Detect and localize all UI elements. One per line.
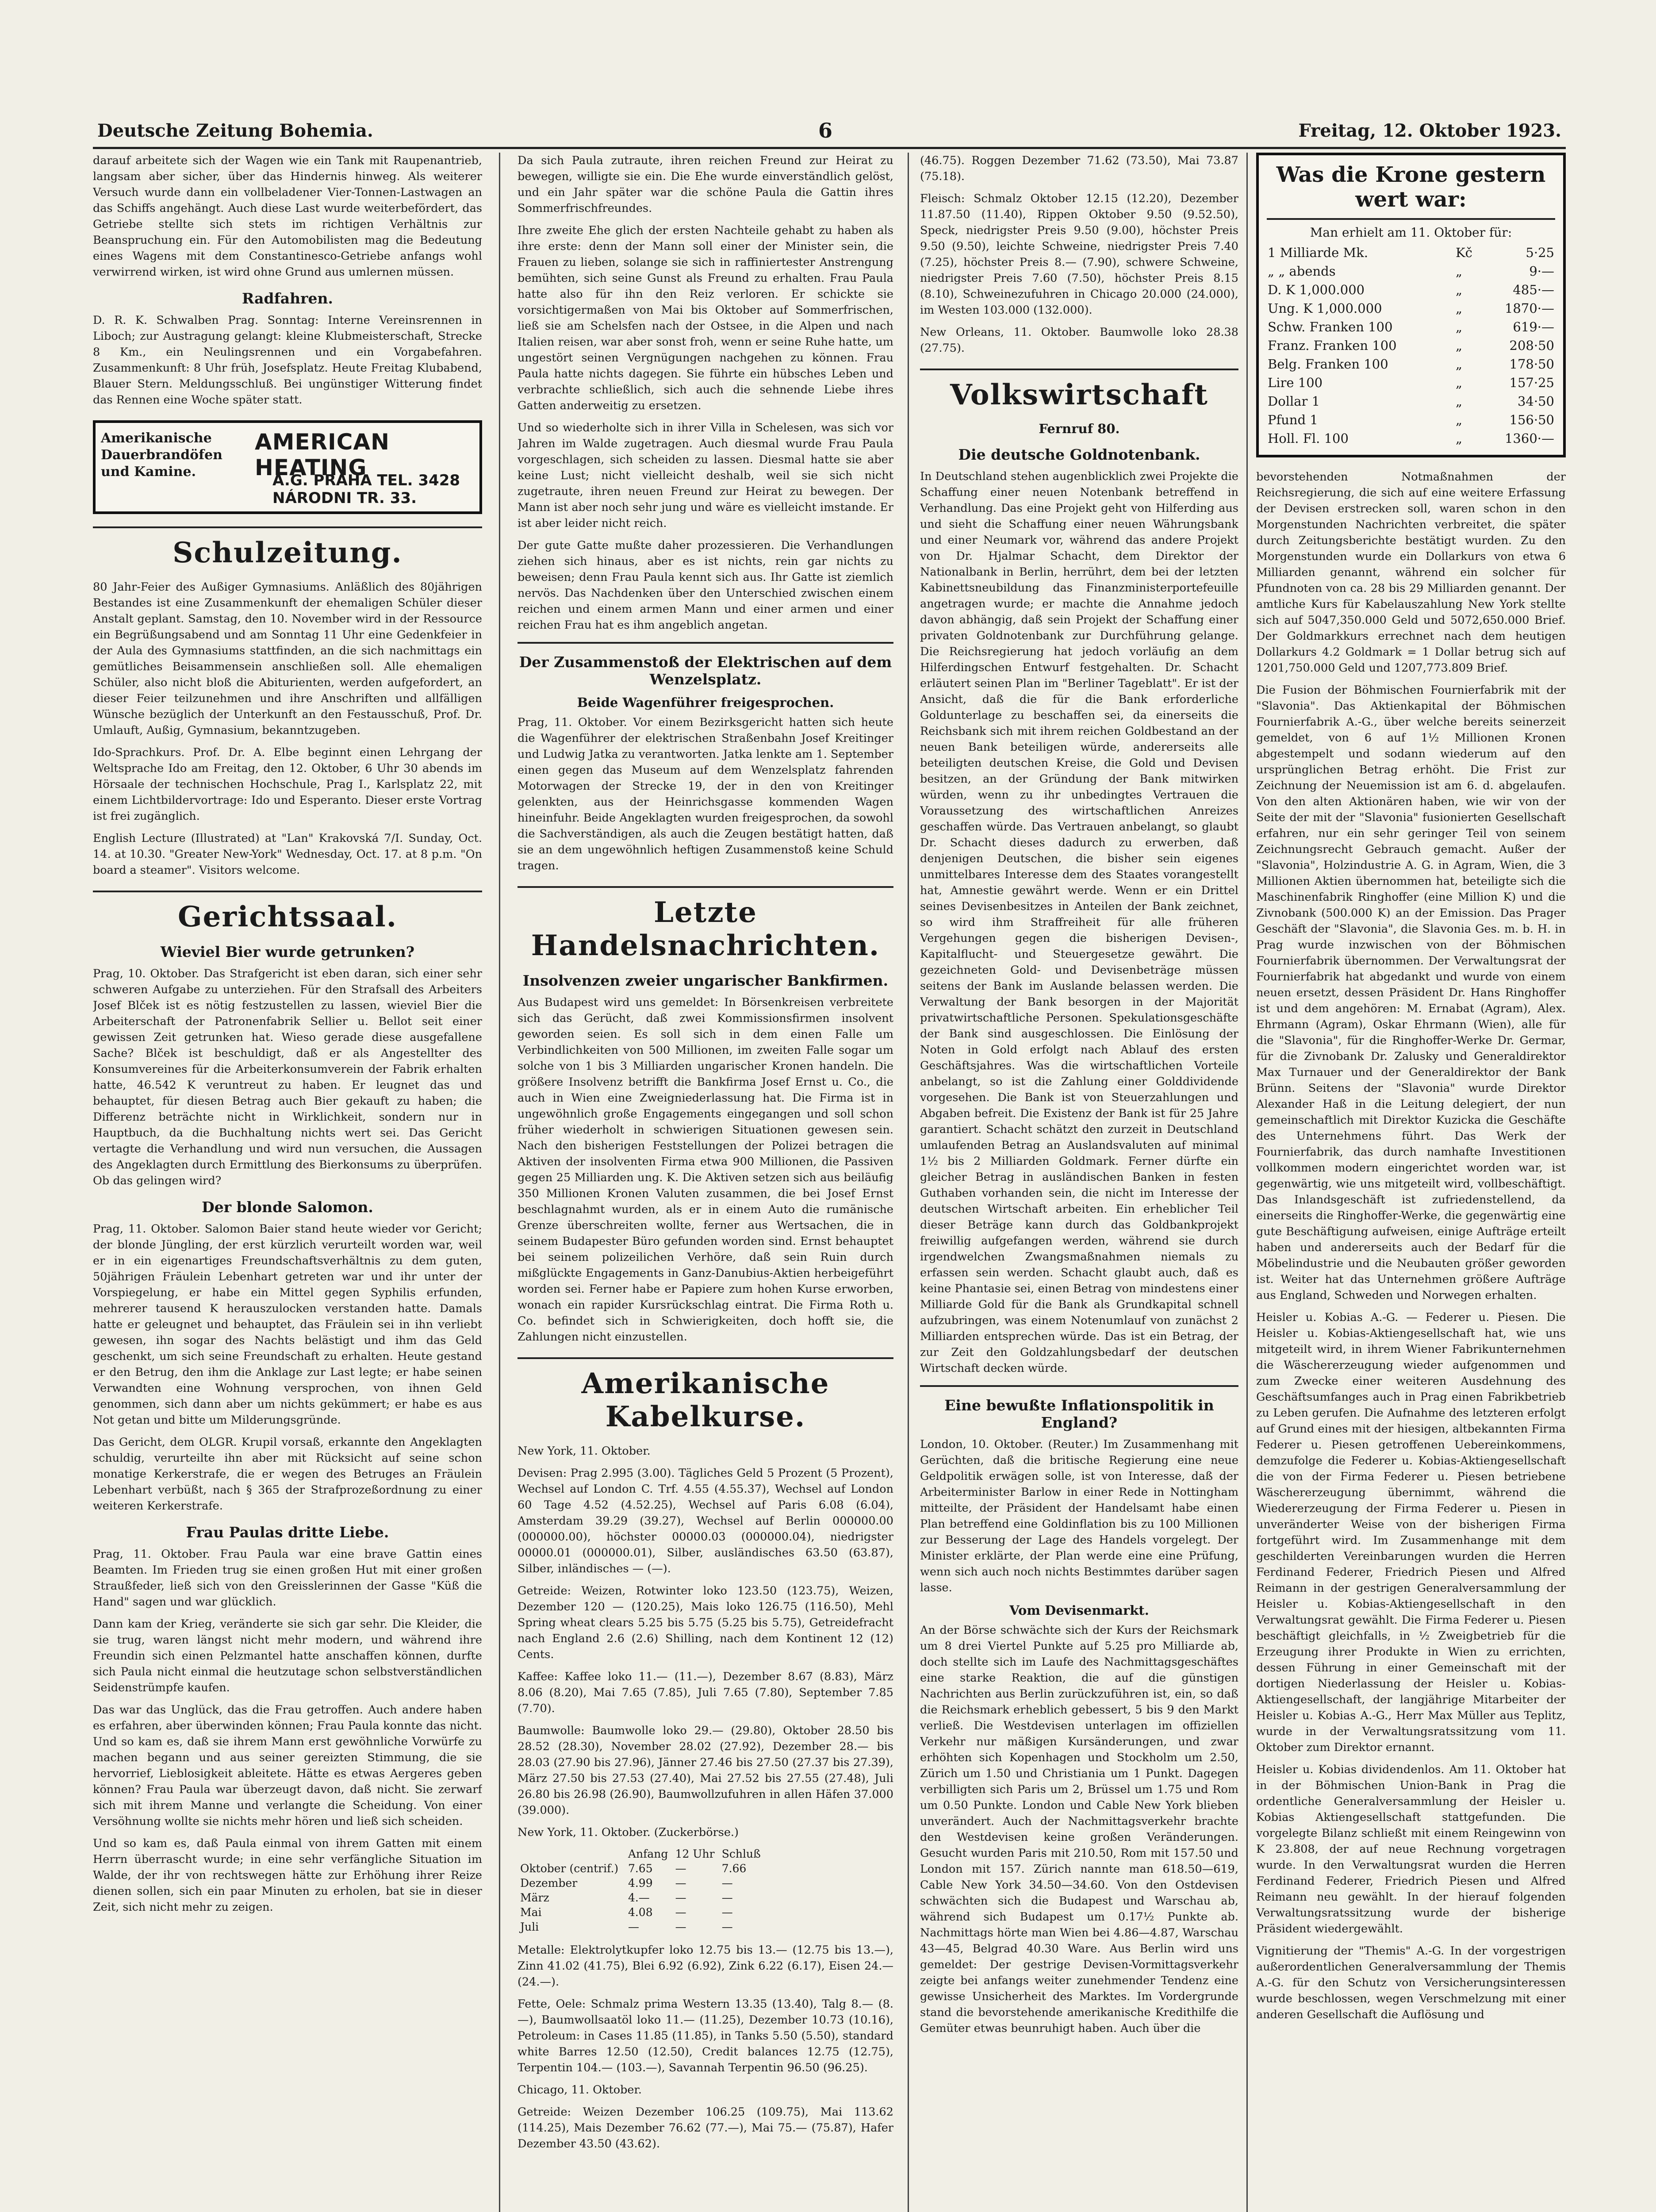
table-row	[518, 1861, 765, 1876]
table-cell: —	[721, 1891, 733, 1904]
dateline: Chicago, 11. Oktober.	[518, 2083, 642, 2097]
exchange-rate-box	[1256, 153, 1566, 457]
article-text: New Orleans, 11. Oktober. Baumwolle loko 28.38 (27.75).	[920, 326, 1238, 355]
article-text: Getreide: Weizen, Rotwinter loko 123.50 (123.75), Weizen, Dezember 120 — (120.25), Mais loko 126.75 (116.50), Mehl Spring wheat clears 5.25 bis 5.75 (5.25 bis 5.75), Getreidefracht nach England 2.6 (2.6) Shilling, nach dem Kontinent 12 (12) Cents.	[518, 1584, 893, 1661]
table-header	[518, 1847, 625, 1861]
table-row	[518, 1890, 765, 1905]
article-heading: Die deutsche Goldnotenbank.	[958, 446, 1200, 463]
article-heading: Insolvenzen zweier ungarischer Bankfirmen.	[522, 972, 889, 989]
table-cell: —	[675, 1877, 686, 1889]
article-text: darauf arbeitete sich der Wagen wie ein Tank mit Raupenantrieb, langsam aber sicher, über das Hindernis hinweg. Als weiterer Versuch wurde dann ein vollbeladener Vier-Tonnen-Lastwagen an das Schiffs angehängt. Auch diese Last wurde weiterbefördert, das Getriebe stellte sich stets im richtigen Verhältnis zur Beanspruchung ein. Für den Automobilisten mag die Bedeutung eines Wagens mit dem Constantinesco-Getriebe anfangs wohl verwirrend wirken, ist wird ohne Grund aus umlernen müssen.	[93, 154, 482, 279]
article-text: (46.75). Roggen Dezember 71.62 (73.50), Mai 73.87 (75.18).	[920, 154, 1238, 183]
article-text: Das Gericht, dem OLGR. Krupil vorsaß, erkannte den Angeklagten schuldig, verurteilte ihn aber mit Rücksicht auf seine schon monatige Kerkerstrafe, die er wegen des Betruges an Fräulein Lebenhart verbüßt, nach § 365 der Strafprozeßordnung zu einer weiteren Kerkerstrafe.	[93, 1436, 482, 1513]
rate-label: „ „ abends	[1268, 264, 1336, 279]
date-line: Freitag, 12. Oktober 1923.	[1298, 120, 1561, 141]
rate-unit: „	[1455, 412, 1462, 427]
rate-value: 619·—	[1513, 319, 1554, 334]
table-cell: —	[721, 1920, 733, 1933]
article-text: Prag, 10. Oktober. Das Strafgericht ist eben daran, sich einer sehr schweren Aufgabe zu unterziehen. Für den Strafsall des Arbeiters Josef Blček ist es nötig festzustellen zu lassen, wieviel Bier die Arbeiterschaft der Patronenfabrik Sellier u. Bellot seit einer gewissen Zeit getrunken hat. Wieso gerade diese ausgefallene Sache? Blček ist beschuldigt, daß er als Angestellter des Konsumvereines für die Arbeiterkonsumverein der Fabrik erhalten hatte, 46.542 K veruntreut zu haben. Er leugnet das und behauptet, für diesen Betrag auch Bier gekauft zu haben; die Differenz beträchte nicht in Wirklichkeit, sondern nur in Hauptbuch, da die Buchhaltung nichts wert sei. Das Gericht vertagte die Verhandlung und wird nun versuchen, die Aussagen des Angeklagten durch Ermittlung des Bierkonsums zu überprüfen. Ob das gelingen wird?	[93, 967, 482, 1187]
page-header	[93, 116, 1566, 149]
article-text: Ihre zweite Ehe glich der ersten Nachteile gehabt zu haben als ihre erste: denn der Mann soll einer der Minister sein, die Frauen zu lieben, solange sie sich in raffiniertester Anstrengung bemühten, sich seine Gunst als Freund zu erhalten. Frau Paula hatte also für ihn den Reiz verloren. Er schickte sie vorsichtigermaßen von Mai bis Oktober auf Sommerfrischen, ließ sie am Schelsfen nach der Ostsee, in die Alpen und nach Italien reisen, war aber sonst froh, wenn er seine Ruhe hatte, um ungestört seinen Vergnügungen nachgehen zu können. Frau Paula hatte nichts dagegen. Sie führte ein hübsches Leben und verbrachte schließlich, sich auch die sehnende Liebe ihres Gatten anderweitig zu ersetzen.	[518, 224, 893, 412]
rate-label: Lire 100	[1268, 375, 1323, 390]
box-subtitle: Man erhielt am 11. Oktober für:	[1310, 225, 1512, 240]
column-2	[518, 153, 893, 2212]
article-text: Und so kam es, daß Paula einmal von ihrem Gatten mit einem Herrn überrascht wurde; in eine sehr verfängliche Situation im Walde, der ihr von rechtswegen hätte zur Erhöhung ihrer Reize dienen sollen, sich ein paar Minuten zu erholen, bat sie in dieser Zeit, sich nicht mehr zu zeigen.	[93, 1837, 482, 1914]
rate-label: 1 Milliarde Mk.	[1268, 245, 1368, 260]
rate-value: 156·50	[1509, 412, 1554, 427]
table-cell: —	[675, 1862, 686, 1875]
article-text: An der Börse schwächte sich der Kurs der Reichsmark um 8 drei Viertel Punkte auf 5.25 pro Milliarde ab, doch stellte sich im Laufe des Nachmittagsgeschäftes eine starke Reaktion, die auf die günstigen Nachrichten aus Berlin zurückzuführen ist, ein, so daß die Reichsmark erheblich gebessert, 5 bis 9 den Markt verließ. Die Westdevisen unterlagen im offiziellen Verkehr nur mäßigen Kursänderungen, und zwar erhöhten sich Kopenhagen und Stockholm um 2.50, Zürich um 1.50 und Christiania um 1 Punkt. Dagegen verbilligten sich Paris um 2, Brüssel um 1.75 und Rom um 0.50 Punkte. London und Cable New York blieben unverändert. Auch der Nachmittagsverkehr brachte den Westdevisen keine großen Veränderungen. Gesucht wurden Paris mit 210.50, Rom mit 157.50 und London mit 157. Zürich nannte man 618.50—619, Cable New York 34.50—34.60. Von den Ostdevisen schwächten sich die Budapest und Warschau ab, während sich Budapest um 0.17½ Punkte ab. Nachmittags hörte man Wien bei 4.86—4.87, Warschau 43—45, Belgrad 40.30 Ware. Aus Berlin wird uns gemeldet: Der gestrige Devisen-Vormittagsverkehr zeigte bei anfangs weiter zunehmender Tendenz eine gewisse Unsicherheit des Marktes. Im Vordergrunde stand die bevorstehende amerikanische Kredithilfe die Gemüter etwas beunruhigt haben. Auch über die	[920, 1624, 1238, 2035]
section-title: Schulzeitung.	[93, 526, 482, 569]
table-cell: Oktober (centrif.)	[520, 1862, 619, 1875]
column-rule	[499, 153, 500, 2212]
article-text: Prag, 11. Oktober. Salomon Baier stand heute wieder vor Gericht; der blonde Jüngling, der erst kürzlich verurteilt worden war, weil er in ein eigenartiges Freundschaftsverhältnis zu dem guten, 50jährigen Fräulein Lebenhart getreten war und ihr unter der Vorspiegelung, er habe ein Mittel gegen Syphilis erfunden, mehrerer tausend K herauszulocken verstanden hatte. Damals hatte er geleugnet und behauptet, das Fräulein sei in ihn verliebt gewesen, ihn sogar des Nachts belästigt und ihm das Geld geschenkt, um sich seine Freundschaft zu erhalten. Heute gestand er den Betrug, den ihm die Anklage zur Last legte; er habe seinen Verwandten eine Wohnung versprochen, von ihnen Geld genommen, sich dann aber um nichts gekümmert; er habe es aus Not getan und bitte um Milderungsgründe.	[93, 1222, 482, 1427]
column-3	[920, 153, 1238, 2212]
table-row	[1267, 280, 1555, 299]
rate-label: D. K 1,000.000	[1268, 282, 1365, 297]
table-cell: Juli	[520, 1920, 539, 1933]
table-row	[518, 1905, 765, 1920]
rate-label: Franz. Franken 100	[1268, 338, 1397, 353]
rate-unit: „	[1455, 319, 1462, 334]
table-header: Anfang	[628, 1847, 668, 1860]
section-title: Volkswirtschaft	[920, 369, 1238, 411]
rate-value: 485·—	[1513, 282, 1554, 297]
article-text: Ido-Sprachkurs. Prof. Dr. A. Elbe beginnt einen Lehrgang der Weltsprache Ido am Freitag, den 12. Oktober, 6 Uhr 30 abends im Hörsaale der technischen Hochschule, Prag I., Karlsplatz 22, mit einem Lichtbildervortrage: Ido und Esperanto. Dieser erste Vortrag ist frei zugänglich.	[93, 746, 482, 823]
table-row	[1267, 299, 1555, 318]
article-text: Baumwolle: Baumwolle loko 29.— (29.80), Oktober 28.50 bis 28.52 (28.30), November 28.02 (27.92), Dezember 28.— bis 28.03 (27.90 bis 27.96), Jänner 27.46 bis 27.50 (27.37 bis 27.39), März 27.50 bis 27.53 (27.40), Mai 27.52 bis 27.55 (27.48), Juli 26.80 bis 26.98 (26.90), Baumwollzufuhren in allen Häfen 37.000 (39.000).	[518, 1724, 893, 1817]
table-cell: Dezember	[520, 1877, 578, 1889]
rate-unit: „	[1455, 375, 1462, 390]
article-text: Die Fusion der Böhmischen Fournierfabrik mit der "Slavonia". Das Aktienkapital der Böhmischen Fournierfabrik A.-G., über welche bereits seinerzeit gemeldet, von 6 auf 1½ Millionen Kronen abgestempelt und sodann wiederum auf den ursprünglichen Betrag erhöht. Die Frist zur Zeichnung der Neuemission ist am 6. d. abgelaufen. Von den alten Aktionären haben, wie wir von der Seite der mit der "Slavonia" fusionierten Gesellschaft erfahren, nur ein sehr geringer Teil von seinem Zeichnungsrecht Gebrauch gemacht. Außer der "Slavonia", Holzindustrie A. G. in Agram, Wien, die 3 Millionen Aktien übernommen hat, beteiligte sich die Maschinenfabrik Ringhoffer (eine Million K) und die Zivnobank (500.000 K) an der Emission. Das Prager Geschäft der "Slavonia", die Slavonia Ges. m. b. H. in Prag wurde inzwischen von der Böhmischen Fournierfabrik übernommen. Der Verwaltungsrat der Fournierfabrik hat abgedankt und wurde von einem neuen ersetzt, dessen Präsident Dr. Hans Ringhoffer ist und dem angehören: M. Ernabat (Agram), Alex. Ehrmann (Agram), Oskar Ehrmann (Wien), alle für die "Slavonia", für die Ringhoffer-Werke Dr. Germar, für die Zivnobank Dr. Zalusky und Generaldirektor Max Turnauer und der Generaldirektor der Bank Brünn. Seitens der "Slavonia" wurde Direktor Alexander Haß in die Leitung delegiert, der nun gemeinschaftlich mit Direktor Kuzicka die Geschäfte des Unternehmens führt. Das Werk der Fournierfabrik, das durch namhafte Investitionen vollkommen modern eingerichtet worden war, ist gegenwärtig, wie uns mitgeteilt wird, vollbeschäftigt. Das Inlandsgeschäft ist zufriedenstellend, da einerseits die Ringhoffer-Werke, die gegenwärtig eine gute Beschäftigung aufweisen, einige Aufträge erteilt haben und andererseits auch der Bedarf für die Möbelindustrie und die Neubauten größer geworden ist. Weiter hat das Unternehmen größere Aufträge aus England, Schweden und Norwegen erhalten.	[1256, 684, 1566, 1302]
table-row	[1267, 429, 1555, 448]
article-text: In Deutschland stehen augenblicklich zwei Projekte die Schaffung einer neuen Notenbank betreffend in Verhandlung. Das eine Projekt geht von Hilferding aus und sieht die Schaffung einer neuen Währungsbank und einer Neumark vor, während das andere Projekt von Dr. Hjalmar Schacht, dem Direktor der Nationalbank in Berlin, herrührt, dem bei der letzten Kabinettsneubildung das Finanzministerportefeuille angetragen wurde; er machte die Annahme jedoch davon abhängig, daß sein Projekt der Schaffung einer privaten Goldnotenbank zur Durchführung gelange. Die Reichsregierung hat jedoch vorläufig an dem Hilferdingschen Entwurf festgehalten. Dr. Schacht erläutert seinen Plan im "Berliner Tageblatt". Er ist der Ansicht, daß die für die Bank erforderliche Goldunterlage zu beschaffen sei, da einerseits die Reichsbank sich mit ihrem reichen Goldbestand an der neuen Bank beteiligen würde, andererseits alle beteiligten deutschen Kreise, die Gold und Devisen besitzen, an der Gründung der Bank mitwirken würden, wenn zu ihr unbedingtes Vertrauen die Voraussetzung des wirtschaftlichen Anreizes geschaffen würde. Das Vertrauen anbelangt, so glaubt Dr. Schacht dieses dadurch zu erwerben, daß denjenigen Deutschen, die bisher sein eigenes unmittelbares Interesse dem des Staates vorangestellt hat, Amnestie gewährt werde. Wenn er ein Drittel seines Devisenbesitzes in Anteilen der Bank zeichnet, so wird ihm Straffreiheit für alle früheren Vergehungen gegen die bisherigen Devisen-, Kapitalflucht- und Steuergesetze gewährt. Die gezeichneten Gold- und Devisenbeträge müssen seitens der Bank im Auslande belassen werden. Die Verwaltung der Bank besorgen in der Majorität privatwirtschaftliche Personen. Spekulationsgeschäfte der Bank sind ausgeschlossen. Die Einlösung der Noten in Gold erfolgt nach Ablauf des ersten Geschäftsjahres. Was die wirtschaftlichen Vorteile anbelangt, so ist die Zahlung einer Golddividende vorgesehen. Die Bank ist von Steuerzahlungen und Abgaben befreit. Die Existenz der Bank ist für 25 Jahre garantiert. Schacht schätzt den zurzeit in Deutschland umlaufenden Betrag an Auslandsvaluten auf minimal 1½ bis 2 Milliarden Goldmark. Ferner dürfte ein gleicher Betrag in ausländischen Banken in festen Guthaben vorhanden sein, die nicht im Interesse der deutschen Wirtschaft arbeiten. Ein erheblicher Teil dieser Beträge kann durch das Goldbankprojekt freiwillig aufgefangen werden, während sie durch irgendwelchen Zwangsmaßnahmen niemals zu erfassen sein werden. Schacht glaubt auch, daß es keine Phantasie sei, einen Betrag von mindestens einer Milliarde Gold für die Bank als Grundkapital schnell aufzubringen, was einem Notenumlauf von zunächst 2 Milliarden entsprechen würde. Das ist ein Betrag, der zur Zeit den Goldzahlungsbedarf der deutschen Wirtschaft decken würde.	[920, 470, 1238, 1375]
rate-unit: Kč	[1455, 245, 1472, 260]
article-text: Fette, Oele: Schmalz prima Western 13.35 (13.40), Talg 8.— (8.—), Baumwollsaatöl loko 11.— (11.25), Dezember 10.73 (10.16), Petroleum: in Cases 11.85 (11.85), in Tanks 5.50 (5.50), standard white Barres 12.50 (12.50), Credit balances 12.75 (12.75), Terpentin 104.— (103.—), Savannah Terpentin 96.50 (96.25).	[518, 1997, 893, 2074]
article-heading: Der Zusammenstoß der Elektrischen auf dem Wenzelsplatz.	[519, 653, 892, 688]
page-number: 6	[818, 119, 833, 142]
table-row	[1267, 243, 1555, 262]
article-text: Vignitierung der "Themis" A.-G. In der vorgestrigen außerordentlichen Generalversammlung der Themis A.-G. für den Schutz von Versicherungsinteressen wurde beschlossen, wegen Verschmelzung mit einer anderen Gesellschaft die Auflösung und	[1256, 1944, 1566, 2021]
rate-value: 5·25	[1526, 245, 1554, 260]
rate-value: 9·—	[1529, 264, 1554, 279]
article-text: Heisler u. Kobias A.-G. — Federer u. Piesen. Die Heisler u. Kobias-Aktiengesellschaft hat, wie uns mitgeteilt wird, in ihrem Wiener Fabrikunternehmen die Wäschererzeugung wieder aufgenommen und zum Zwecke einer weiteren Ausdehnung des Geschäftsumfanges auch in Prag einen Fabrikbetrieb zu Leben gerufen. Die Aufnahme des letzteren erfolgt auf Grund eines mit der hiesigen, altbekannten Firma Federer u. Piesen getroffenen Uebereinkommens, demzufolge die Federer u. Kobias-Aktiengesellschaft die von der Firma Federer u. Piesen betriebene Wäschererzeugung übernimmt, während die Wiedererzeugung der Firma Federer u. Piesen in unveränderter Weise von der bisherigen Firma fortgeführt wird. Im Zusammenhange mit dem geschilderten Vereinbarungen wurden die Herren Ferdinand Federer, Friedrich Piesen und Alfred Reimann in der gestrigen Generalversammlung der Heisler u. Kobias-Aktiengesellschaft in den Verwaltungsrat gewählt. Die Firma Federer u. Piesen beschäftigt gleichfalls, in ½ Zweigbetrieb für die Erzeugung ihrer Produkte in Wien zu errichten, dessen Führung in einer Gemeinschaft mit der dortigen Niederlassung der Heisler u. Kobias-Aktiengesellschaft, der langjährige Mitarbeiter der Heisler u. Kobias A.-G., Herr Max Müller aus Teplitz, wurde in der Verwaltungsratssitzung vom 11. Oktober zum Direktor ernannt.	[1256, 1311, 1566, 1754]
section-heading: Radfahren.	[242, 290, 334, 307]
table-cell: —	[721, 1877, 733, 1889]
dateline: New York, 11. Oktober.	[518, 1444, 651, 1458]
article-text: Prag, 11. Oktober. Vor einem Bezirksgericht hatten sich heute die Wagenführer der elektrischen Straßenbahn Josef Kreitinger und Ludwig Jatka zu verantworten. Jatka lenkte am 1. September einen gegen das Museum auf dem Wenzelsplatz fahrenden Motorwagen der Strecke 19, der in den von Kreitinger gelenkten, aus der Heinrichsgasse kommenden Wagen hineinfuhr. Beide Angeklagten wurden freigesprochen, da sowohl die Sachverständigen, als auch die Zeugen bestätigt hatten, daß sie an dem ungewöhnlich heftigen Zusammenstoß keine Schuld tragen.	[518, 716, 893, 872]
rate-value: 157·25	[1509, 375, 1554, 390]
rate-label: Belg. Franken 100	[1268, 357, 1388, 372]
ad-address-line: NÁRODNI TR. 33.	[272, 489, 417, 507]
article-text: Fleisch: Schmalz Oktober 12.15 (12.20), Dezember 11.87.50 (11.40), Rippen Oktober 9.50 (9.52.50), Speck, niedrigster Preis 9.50 (9.00), höchster Preis 9.50 (9.50), leichte Schweine, niedrigster Preis 7.40 (7.25), höchster Preis 8.— (7.90), schwere Schweine, niedrigster Preis 7.60 (7.50), höchster Preis 8.15 (8.10), Schweinezufuhren in Chicago 20.000 (24.000), im Westen 103.000 (132.000).	[920, 192, 1238, 317]
article-text: D. R. K. Schwalben Prag. Sonntag: Interne Vereinsrennen in Liboch; zur Austragung gelangt: kleine Klubmeisterschaft, Strecke 8 Km., ein Neulingsrennen und ein Vorgabefahren. Zusammenkunft: 8 Uhr früh, Josefsplatz. Heute Freitag Klubabend, Blauer Stern. Meldungsschluß. Bei ungünstiger Witterung findet das Rennen eine Woche später statt.	[93, 314, 482, 407]
section-subtitle: Fernruf 80.	[1039, 421, 1120, 436]
rate-unit: „	[1455, 431, 1462, 446]
article-text: Devisen: Prag 2.995 (3.00). Tägliches Geld 5 Prozent (5 Prozent), Wechsel auf London C. Trf. 4.55 (4.55.37), Wechsel auf London 60 Tage 4.52 (4.52.25), Wechsel auf Paris 6.08 (6.04), Amsterdam 39.29 (39.27), Wechsel auf Berlin 000000.00 (000000.00), höchster 00000.03 (000000.04), niedrigster 00000.01 (000000.01), Silber, ausländisches 63.50 (63.87), Silber, inländisches — (—).	[518, 1467, 893, 1575]
article-text: Prag, 11. Oktober. Frau Paula war eine brave Gattin eines Beamten. Im Frieden trug sie einen großen Hut mit einer großen Straußfeder, ließ sich von den Greisslerinnen der Gasse "Küß die Hand" sagen und war glücklich.	[93, 1548, 482, 1609]
advertisement-american-heating	[93, 420, 482, 514]
article-heading: Frau Paulas dritte Liebe.	[186, 1524, 389, 1541]
table-cell: —	[675, 1891, 686, 1904]
rate-value: 178·50	[1509, 357, 1554, 372]
table-cell: —	[675, 1906, 686, 1919]
article-text: bevorstehenden Notmaßnahmen der Reichsregierung, die sich auf eine weitere Erfassung der Devisen erstrecken soll, waren schon in den Morgenstunden Nachrichten verbreitet, die später durch Zeitungsberichte bestätigt wurden. Zu den Morgenstunden wurde ein Dollarkurs von etwa 6 Milliarden genannt, während ein solcher für Pfundnoten von ca. 28 bis 29 Milliarden genannt. Der amtliche Kurs für Kabelauszahlung New York stellte sich auf 5047,350.000 Geld und 5072,650.000 Brief. Der Goldmarkkurs errechnet nach dem heutigen Dollarkurs 4.2 Goldmark = 1 Dollar betrug sich auf 1201,750.000 Geld und 1207,773.809 Brief.	[1256, 470, 1566, 675]
rate-label: Ung. K 1,000.000	[1268, 301, 1382, 316]
article-text: Und so wiederholte sich in ihrer Villa in Schelesen, was sich vor Jahren im Walde zugetragen. Auch diesmal wurde Frau Paula vorgeschlagen, sich scheiden zu lassen. Diesmal hatte sie aber keine Lust; nicht vielleicht deshalb, weil sie sich nicht zugetraute, ihren neuen Freund zur Heirat zu bewegen. Der Mann ist aber noch sehr jung und wäre es vielleicht imstande. Er ist aber leider nicht reich.	[518, 421, 893, 530]
section-title: Amerikanische Kabelkurse.	[518, 1357, 893, 1433]
column-rule	[908, 153, 909, 2212]
article-text: Aus Budapest wird uns gemeldet: In Börsenkreisen verbreitete sich das Gerücht, daß zwei Kommissionsfirmen insolvent geworden seien. Es soll sich in dem einen Falle um Verbindlichkeiten von 500 Millionen, im zweiten Falle sogar um solche von 1 bis 3 Milliarden ungarischer Kronen handeln. Die größere Insolvenz betrifft die Bankfirma Josef Ernst u. Co., die auch in Wien eine Zweigniederlassung hat. Die Firma ist in ungewöhnlich große Engagements eingegangen und soll schon früher wiederholt in schwierigen Situationen gewesen sein. Nach den bisherigen Feststellungen der Polizei betragen die Aktiven der insolventen Firma etwa 900 Millionen, die Passiven gegen 25 Milliarden ung. K. Die Aktiven setzen sich aus beiläufig 350 Millionen Kronen Valuten zusammen, die bei Josef Ernst beschlagnahmt wurden, als er in einem Auto die rumänische Grenze überschreiten wollte, ferner aus Wertsachen, die in seinem Budapester Büro gefunden worden sind. Ernst behauptet bei seinem polizeilichen Verhöre, daß sein Ruin durch mißglückte Engagements in Ganz-Danubius-Aktien herbeigeführt worden sei. Ferner habe er Papiere zum hohen Kurse erworben, wonach ein rapider Kursrückschlag eintrat. Die Firma Roth u. Co. befindet sich in Schwierigkeiten, doch hofft sie, die Zahlungen nicht einzustellen.	[518, 996, 893, 1344]
article-text: Getreide: Weizen Dezember 106.25 (109.75), Mai 113.62 (114.25), Mais Dezember 76.62 (77.—), Mai 75.— (75.87), Hafer Dezember 43.50 (43.62).	[518, 2105, 893, 2151]
box-title: Was die Krone gestern wert war:	[1267, 162, 1555, 220]
ad-left-text: Amerikanische Dauerbrandöfen und Kamine.	[101, 430, 222, 480]
rate-value: 34·50	[1517, 394, 1554, 409]
table-cell: März	[520, 1891, 549, 1904]
article-text: Der gute Gatte mußte daher prozessieren. Die Verhandlungen ziehen sich hinaus, aber es ist nichts, rein gar nichts zu beweisen; denn Frau Paula kennt sich aus. Ihr Gatte ist ziemlich nervös. Das Nachdenken über den Unterschied zwischen einem reichen und einem armen Mann und einer armen und einer reichen Frau hat es ihm angeblich angetan.	[518, 539, 893, 632]
article-text: 80 Jahr-Feier des Außiger Gymnasiums. Anläßlich des 80jährigen Bestandes ist eine Zusammenkunft der ehemaligen Schüler dieser Anstalt geplant. Samstag, den 10. November wird in der Ressource ein Begrüßungsabend und am Sonntag 11 Uhr eine Gedenkfeier in der Aula des Gymnasiums stattfinden, an die sich nachmittags ein gemütliches Beisammensein anschließen soll. Alle ehemaligen Schüler, also nicht bloß die Abiturienten, werden aufgefordert, an dieser Feier teilzunehmen und ihre Anschriften und allfälligen Wünsche bezüglich der Unterkunft an den Festausschuß, Prof. Dr. Umlauft, Außig, Gymnasium, bekanntzugeben.	[93, 580, 482, 737]
rate-unit: „	[1455, 264, 1462, 279]
table-row	[1267, 373, 1555, 392]
table-cell: —	[628, 1920, 639, 1933]
table-cell: 4.—	[628, 1891, 650, 1904]
divider	[518, 642, 893, 644]
rate-value: 208·50	[1509, 338, 1554, 353]
section-title: Gerichtssaal.	[93, 891, 482, 933]
rate-unit: „	[1455, 394, 1462, 409]
column-4	[1256, 153, 1566, 2212]
article-text: Heisler u. Kobias dividendenlos. Am 11. Oktober hat in der Böhmischen Union-Bank in Prag die ordentliche Generalversammlung der Heisler u. Kobias Aktiengesellschaft stattgefunden. Die vorgelegte Bilanz schließt mit einem Reingewinn von K 23.808, der auf neue Rechnung vorgetragen wurde. In den Verwaltungsrat wurden die Herren Ferdinand Federer, Friedrich Piesen und Alfred Reimann neu gewählt. In der hierauf folgenden Verwaltungsratssitzung wurde der bisherige Präsident wiedergewählt.	[1256, 1763, 1566, 1936]
table-row	[1267, 262, 1555, 280]
rate-unit: „	[1455, 338, 1462, 353]
table-header: 12 Uhr	[675, 1847, 715, 1860]
article-text: Kaffee: Kaffee loko 11.— (11.—), Dezember 8.67 (8.83), März 8.06 (8.20), Mai 7.65 (7.85), Juli 7.65 (7.80), September 7.85 (7.70).	[518, 1670, 893, 1715]
table-header: Schluß	[721, 1847, 761, 1860]
article-heading: Eine bewußte Inflationspolitik in England?	[944, 1397, 1214, 1431]
table-cell: 7.66	[721, 1862, 747, 1875]
article-heading: Wieviel Bier wurde getrunken?	[160, 943, 415, 960]
table-cell: —	[721, 1906, 733, 1919]
article-text: Da sich Paula zutraute, ihren reichen Freund zur Heirat zu bewegen, willigte sie ein. Die Ehe wurde einverständlich gelöst, und ein Jahr später war die schöne Paula die Gattin ihres Sommerfrischfreundes.	[518, 154, 893, 215]
article-text: Dann kam der Krieg, veränderte sie sich gar sehr. Die Kleider, die sie trug, waren längst nicht mehr modern, und während ihre Freundin sich einen Pelzmantel hatte anschaffen können, durfte sich Paula nicht einmal die heutzutage schon selbstverständlichen Seidenstrümpfe kaufen.	[93, 1617, 482, 1694]
article-text: English Lecture (Illustrated) at "Lan" Krakovská 7/I. Sunday, Oct. 14. at 10.30. "Greater New-York" Wednesday, Oct. 17. at 8 p.m. "On board a steamer". Visitors welcome.	[93, 832, 482, 877]
column-rule	[1246, 153, 1248, 2212]
ad-address-line: A.G. PRAHA TEL. 3428	[272, 472, 460, 489]
divider	[920, 1385, 1238, 1387]
rate-unit: „	[1455, 357, 1462, 372]
table-row	[518, 1876, 765, 1890]
table-cell: 4.99	[628, 1877, 653, 1889]
table-row	[1267, 336, 1555, 355]
table-row	[518, 1920, 765, 1934]
table-row	[1267, 392, 1555, 411]
table-row	[1267, 318, 1555, 336]
article-heading: Der blonde Salomon.	[202, 1198, 373, 1216]
rate-value: 1360·—	[1504, 431, 1554, 446]
exchange-rate-table	[1267, 243, 1555, 448]
masthead-left: Deutsche Zeitung Bohemia.	[97, 120, 373, 141]
table-cell: 7.65	[628, 1862, 653, 1875]
sugar-table	[518, 1847, 765, 1934]
table-row	[1267, 411, 1555, 429]
table-cell: —	[675, 1920, 686, 1933]
rate-label: Pfund 1	[1268, 412, 1318, 427]
rate-label: Holl. Fl. 100	[1268, 431, 1349, 446]
article-subheading: Vom Devisenmarkt.	[1009, 1603, 1149, 1618]
table-cell: 4.08	[628, 1906, 653, 1919]
column-1	[93, 153, 482, 2212]
article-text: Das war das Unglück, das die Frau getroffen. Auch andere haben es erfahren, aber überwinden können; Frau Paula konnte das nicht. Und so kam es, daß sie ihrem Mann erst gewöhnliche Vorwürfe zu machen begann und aus seiner gereizten Stimmung, die sie hervorrief, Lieblosigkeit ableitete. Hätte es etwas Aergeres geben können? Frau Paula war überzeugt davon, daß nicht. Sie zerwarf sich mit ihrem Manne und verlangte die Scheidung. Von einer Versöhnung wollte sie nichts mehr hören und ließ sich scheiden.	[93, 1703, 482, 1828]
article-text: London, 10. Oktober. (Reuter.) Im Zusammenhang mit Gerüchten, daß die britische Regierung eine neue Geldpolitik erwägen solle, ist von Interesse, daß der Arbeiterminister Barlow in einer Rede in Nottingham mitteilte, der Präsident der Handelsamt habe einen Plan betreffend eine Goldinflation bis zu 100 Millionen zur Besserung der Lage des Handels vorgelegt. Der Minister erklärte, der Plan werde eine eine Prüfung, wenn sich auch noch nichts Bestimmtes darüber sagen lasse.	[920, 1438, 1238, 1594]
table-cell: Mai	[520, 1906, 542, 1919]
rate-value: 1870·—	[1504, 301, 1554, 316]
rate-label: Schw. Franken 100	[1268, 319, 1393, 334]
ad-brand: AMERICAN HEATING	[255, 429, 390, 480]
table-caption: New York, 11. Oktober. (Zuckerbörse.)	[518, 1826, 739, 1839]
rate-label: Dollar 1	[1268, 394, 1320, 409]
article-subheading: Beide Wagenführer freigesprochen.	[577, 695, 834, 710]
section-title: Letzte Handelsnachrichten.	[518, 886, 893, 962]
article-text: Metalle: Elektrolytkupfer loko 12.75 bis 13.— (12.75 bis 13.—), Zinn 41.02 (41.75), Blei 6.92 (6.92), Zink 6.22 (6.17), Eisen 24.— (24.—).	[518, 1943, 893, 1989]
rate-unit: „	[1455, 282, 1462, 297]
rate-unit: „	[1455, 301, 1462, 316]
table-row	[1267, 355, 1555, 373]
